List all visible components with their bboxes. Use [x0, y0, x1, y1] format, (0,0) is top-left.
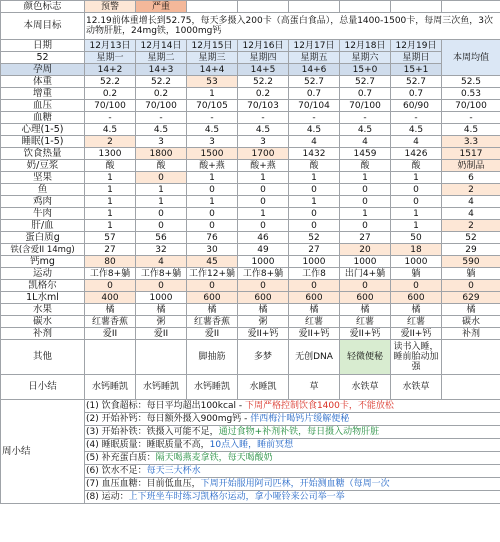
metric-avg: 590: [442, 256, 500, 268]
metric-cell: 0: [289, 220, 340, 232]
metric-avg: 52: [442, 232, 500, 244]
metric-label: 奶/豆浆: [1, 160, 85, 172]
metric-cell: 出门4+躺: [340, 268, 391, 280]
summary-issue: (1) 饮食超标：每日平均超出100kcal -: [86, 400, 245, 411]
metric-cell: 0: [391, 280, 442, 292]
metric-cell: 0: [136, 220, 187, 232]
metric-row: [1, 316, 500, 328]
metric-label: 血糖: [1, 112, 85, 124]
metric-cell: 躺: [391, 268, 442, 280]
daily-row: [1, 375, 500, 400]
metric-cell: 爱II: [136, 328, 187, 340]
metric-avg: 0.53: [442, 88, 500, 100]
metric-cell: -: [136, 112, 187, 124]
metric-cell: 爱II: [85, 328, 136, 340]
metric-cell: 1: [289, 196, 340, 208]
metric-cell: 4: [391, 136, 442, 148]
metric-cell: 30: [187, 244, 238, 256]
date-cell: 12月15日: [187, 40, 238, 52]
metric-cell: 1: [85, 220, 136, 232]
metric-cell: 粥: [238, 316, 289, 328]
metric-avg: 碳水: [442, 316, 500, 328]
metric-cell: 酸+燕: [238, 160, 289, 172]
metric-cell: 70/103: [238, 100, 289, 112]
metric-cell: 52.2: [136, 76, 187, 88]
metric-row: [1, 292, 500, 304]
metric-label: 铁(含爱II 14mg): [1, 244, 85, 256]
gest-cell: 14+4: [187, 64, 238, 76]
metric-cell: 0: [289, 184, 340, 196]
metric-row: [1, 244, 500, 256]
metric-cell: 1: [136, 196, 187, 208]
metric-cell: 0.7: [289, 88, 340, 100]
metric-cell: 0: [340, 196, 391, 208]
metric-cell: 0: [238, 196, 289, 208]
summary-action: 10点入睡，睡前冥想: [209, 439, 294, 450]
metric-cell: 工作8+躺: [238, 268, 289, 280]
metric-cell: 57: [85, 232, 136, 244]
metric-avg: 3.3: [442, 136, 500, 148]
date-cell: 12月13日: [85, 40, 136, 52]
metric-cell: 橘: [289, 304, 340, 316]
metric-cell: 52.7: [340, 76, 391, 88]
date-cell: 12月14日: [136, 40, 187, 52]
metric-cell: 0: [238, 280, 289, 292]
summary-item: [85, 452, 500, 465]
metric-cell: 爱II+钙: [340, 328, 391, 340]
metric-cell: 0: [238, 220, 289, 232]
metric-avg: 奶制品: [442, 160, 500, 172]
metric-label: 碳水: [1, 316, 85, 328]
metric-cell: 600: [238, 292, 289, 304]
metric-cell: 70/105: [187, 100, 238, 112]
gest-cell: 15+0: [340, 64, 391, 76]
date-row: [1, 40, 500, 52]
metric-cell: 酸+燕: [187, 160, 238, 172]
summary-item: [85, 465, 500, 478]
metric-cell: 52.2: [85, 76, 136, 88]
metric-label: 1L水ml: [1, 292, 85, 304]
metric-cell: 1: [289, 172, 340, 184]
metric-cell: -: [391, 112, 442, 124]
metric-row: [1, 328, 500, 340]
summary-item: [85, 426, 500, 439]
metric-row: [1, 220, 500, 232]
metric-row: [1, 160, 500, 172]
metric-cell: 橘: [187, 304, 238, 316]
metric-row: [1, 268, 500, 280]
metric-avg: 躺: [442, 268, 500, 280]
summary-issue: (2) 开始补钙：每日额外摄入900mg钙 -: [86, 413, 251, 424]
other-cell: 多梦: [238, 340, 289, 375]
metric-cell: 0: [289, 208, 340, 220]
metric-cell: 76: [187, 232, 238, 244]
metric-cell: 爱II+钙: [238, 328, 289, 340]
metric-cell: 红薯: [289, 316, 340, 328]
gest-cell: 14+3: [136, 64, 187, 76]
metric-cell: 1: [85, 208, 136, 220]
metric-cell: -: [340, 112, 391, 124]
metric-cell: 0.7: [340, 88, 391, 100]
summary-item: [85, 413, 500, 426]
summary-issue: (3) 开始补铁：铁摄入可能不足，: [86, 426, 219, 437]
metric-cell: 600: [340, 292, 391, 304]
metric-cell: 1: [340, 172, 391, 184]
metric-cell: 70/104: [289, 100, 340, 112]
metric-cell: 27: [289, 244, 340, 256]
daily-cell: 水钙睡凯: [136, 375, 187, 400]
metric-cell: 1: [85, 172, 136, 184]
metric-cell: -: [85, 112, 136, 124]
summary-row: [1, 400, 500, 413]
summary-item: [85, 439, 500, 452]
other-cell: 轻微便秘: [340, 340, 391, 375]
metric-cell: 0.2: [238, 88, 289, 100]
metric-cell: 3: [238, 136, 289, 148]
metric-avg: 52.5: [442, 76, 500, 88]
date-cell: 12月16日: [238, 40, 289, 52]
metric-cell: 45: [187, 256, 238, 268]
metric-row: [1, 100, 500, 112]
metric-cell: 工作8+躺: [85, 268, 136, 280]
metric-cell: 4.5: [85, 124, 136, 136]
metric-cell: 橘: [391, 304, 442, 316]
metric-cell: 4: [340, 136, 391, 148]
metric-row: [1, 124, 500, 136]
metric-label: 增重: [1, 88, 85, 100]
metric-cell: 50: [391, 232, 442, 244]
metric-cell: 1500: [187, 148, 238, 160]
metric-cell: 56: [136, 232, 187, 244]
gest-cell: 14+2: [85, 64, 136, 76]
gestation-row: [1, 64, 500, 76]
metric-label: 鱼: [1, 184, 85, 196]
metric-cell: 1: [136, 184, 187, 196]
daily-cell: 水铁草: [340, 375, 391, 400]
metric-cell: 1000: [391, 256, 442, 268]
metric-cell: 1: [238, 172, 289, 184]
metric-cell: 52.2: [238, 76, 289, 88]
metric-label: 补剂: [1, 328, 85, 340]
weekday-cell: 星期日: [391, 52, 442, 64]
metric-cell: 600: [391, 292, 442, 304]
metric-cell: 52: [289, 232, 340, 244]
metric-label: 凯格尔: [1, 280, 85, 292]
metric-cell: 橘: [340, 304, 391, 316]
summary-action: 通过食物+补剂补铁，每日摄入动物肝脏: [218, 426, 380, 437]
metric-cell: 酸: [136, 160, 187, 172]
metric-cell: 20: [340, 244, 391, 256]
metric-cell: 70/100: [340, 100, 391, 112]
metric-row: [1, 172, 500, 184]
metric-cell: 53: [187, 76, 238, 88]
legend-warn: 预警: [85, 1, 136, 13]
metric-cell: 橘: [238, 304, 289, 316]
metric-avg: 橘: [442, 304, 500, 316]
metric-label: 鸡肉: [1, 196, 85, 208]
metric-row: [1, 280, 500, 292]
weekday-cell: 星期四: [238, 52, 289, 64]
summary-item: [85, 478, 500, 491]
metric-cell: 32: [136, 244, 187, 256]
summary-action: 伴西梅汁喝钙片缓解便秘: [250, 413, 350, 424]
metric-cell: 70/100: [136, 100, 187, 112]
summary-issue: (8) 运动：: [86, 491, 129, 502]
legend-label: 颜色标志: [1, 1, 85, 13]
metric-cell: 400: [85, 292, 136, 304]
other-cell: [85, 340, 136, 375]
weekday-cell: 星期五: [289, 52, 340, 64]
metric-cell: 0: [136, 208, 187, 220]
metric-cell: 0.2: [85, 88, 136, 100]
weekday-cell: 星期二: [136, 52, 187, 64]
date-cell: 12月19日: [391, 40, 442, 52]
metric-cell: -: [238, 112, 289, 124]
metric-avg: 2: [442, 184, 500, 196]
summary-issue: (5) 补充蛋白质：: [86, 452, 156, 463]
metric-cell: 4.5: [391, 124, 442, 136]
legend-severe: 严重: [136, 1, 187, 13]
metric-cell: 1: [391, 220, 442, 232]
metric-cell: 橘: [136, 304, 187, 316]
legend-row: [1, 1, 500, 13]
summary-action: 下周严格控制饮食1400卡，不能放松: [244, 400, 394, 411]
goal-label: 本周目标: [1, 13, 85, 40]
metric-cell: 1: [391, 172, 442, 184]
metric-cell: 0.7: [391, 88, 442, 100]
metric-cell: 600: [289, 292, 340, 304]
metric-avg: 629: [442, 292, 500, 304]
metric-cell: 1426: [391, 148, 442, 160]
metric-cell: 52.7: [391, 76, 442, 88]
metric-cell: 红薯香蕉: [85, 316, 136, 328]
metric-cell: 0: [85, 280, 136, 292]
summary-item: [85, 491, 500, 504]
metric-avg: 4: [442, 196, 500, 208]
daily-cell: 水钙睡凯: [187, 375, 238, 400]
metric-label: 牛肉: [1, 208, 85, 220]
metric-cell: 0: [136, 172, 187, 184]
metric-label: 心理(1-5): [1, 124, 85, 136]
summary-action: 上下班坐车时练习凯格尔运动，拿小哑铃来公司举一举: [128, 491, 345, 502]
weekday-cell: 星期一: [85, 52, 136, 64]
metric-avg: 29: [442, 244, 500, 256]
metric-cell: 1300: [85, 148, 136, 160]
metric-label: 睡眠(1-5): [1, 136, 85, 148]
other-cell: 无创DNA: [289, 340, 340, 375]
metric-cell: 1000: [340, 256, 391, 268]
gest-cell: 15+1: [391, 64, 442, 76]
metric-avg: 6: [442, 172, 500, 184]
metric-row: [1, 148, 500, 160]
metric-cell: 红薯香蕉: [187, 316, 238, 328]
weekday-row: [1, 52, 500, 64]
other-cell: [136, 340, 187, 375]
metric-row: [1, 196, 500, 208]
metric-label: 运动: [1, 268, 85, 280]
summary-issue: (6) 饮水不足：: [86, 465, 147, 476]
metric-avg: 0: [442, 280, 500, 292]
summary-item: [85, 400, 500, 413]
metric-cell: 1000: [289, 256, 340, 268]
metric-cell: 80: [85, 256, 136, 268]
metric-cell: 0: [187, 280, 238, 292]
metric-avg: 2: [442, 220, 500, 232]
other-cell: 脚抽筋: [187, 340, 238, 375]
summary-action: 每天三大杯水: [146, 465, 201, 476]
avg-header: 本周均值: [442, 40, 500, 76]
metric-cell: 橘: [85, 304, 136, 316]
metric-cell: 0: [187, 220, 238, 232]
metric-cell: 红薯: [391, 316, 442, 328]
metric-label: 水果: [1, 304, 85, 316]
metric-cell: 4.5: [238, 124, 289, 136]
metric-row: [1, 256, 500, 268]
summary-issue: (4) 睡眠质量：睡眠质量不高，: [86, 439, 210, 450]
daily-cell: 草: [289, 375, 340, 400]
summary-action: 隔天喝燕麦拿铁，每天喝酸奶: [155, 452, 273, 463]
date-cell: 12月17日: [289, 40, 340, 52]
daily-cell: 水睡凯: [238, 375, 289, 400]
metric-cell: 0: [340, 280, 391, 292]
metric-cell: 4: [136, 256, 187, 268]
metric-avg: 4: [442, 208, 500, 220]
metric-cell: 4.5: [289, 124, 340, 136]
metric-label: 坚果: [1, 172, 85, 184]
metric-cell: 1: [187, 172, 238, 184]
metric-cell: 1: [187, 196, 238, 208]
metric-cell: 工作12+躺: [187, 268, 238, 280]
metric-cell: 1: [391, 208, 442, 220]
metric-cell: 4.5: [187, 124, 238, 136]
metric-cell: 1: [340, 208, 391, 220]
metric-cell: 0: [289, 280, 340, 292]
other-label: 其他: [1, 340, 85, 375]
metric-label: 血压: [1, 100, 85, 112]
metric-avg: 1517: [442, 148, 500, 160]
metric-cell: 52.7: [289, 76, 340, 88]
metric-cell: 60/90: [391, 100, 442, 112]
metric-cell: 工作8: [289, 268, 340, 280]
metric-cell: 粥: [136, 316, 187, 328]
metric-cell: 爱II: [187, 328, 238, 340]
metric-cell: 4: [289, 136, 340, 148]
metric-cell: 0.2: [136, 88, 187, 100]
date-label: 日期: [1, 40, 85, 52]
metric-cell: 0: [340, 220, 391, 232]
other-row: [1, 340, 500, 375]
metric-cell: 3: [187, 136, 238, 148]
metric-cell: 酸: [391, 160, 442, 172]
metric-row: [1, 232, 500, 244]
metric-avg: -: [442, 112, 500, 124]
metric-avg: 70/100: [442, 100, 500, 112]
metric-cell: 46: [238, 232, 289, 244]
metric-cell: 0: [187, 184, 238, 196]
daily-cell: 水钙睡凯: [85, 375, 136, 400]
metric-cell: 0: [391, 196, 442, 208]
metric-row: [1, 136, 500, 148]
metric-cell: 酸: [340, 160, 391, 172]
metric-label: 钙mg: [1, 256, 85, 268]
other-cell: 读书入睡，睡前胎动加强: [391, 340, 442, 375]
metric-cell: -: [289, 112, 340, 124]
metric-cell: 70/100: [85, 100, 136, 112]
metric-cell: 1459: [340, 148, 391, 160]
metric-cell: 0: [238, 184, 289, 196]
metric-cell: 爱II+钙: [289, 328, 340, 340]
metric-row: [1, 184, 500, 196]
metric-cell: 1432: [289, 148, 340, 160]
goal-text: 12.19前体重增长到52.75，每天多摄入200卡（高蛋白食品），总量1400-1500卡，每周三次鱼，3次动物肝脏，24mg铁，1000mg钙: [85, 13, 500, 40]
metric-cell: 1: [238, 208, 289, 220]
metric-cell: 爱II+钙: [391, 328, 442, 340]
metric-cell: 18: [391, 244, 442, 256]
metric-cell: 工作8+躺: [136, 268, 187, 280]
daily-cell: 水铁草: [391, 375, 442, 400]
metric-cell: 酸: [289, 160, 340, 172]
metric-cell: 1: [85, 184, 136, 196]
week-number: 52: [1, 52, 85, 64]
metric-row: [1, 304, 500, 316]
metric-cell: 0: [187, 208, 238, 220]
metric-cell: 27: [85, 244, 136, 256]
goal-row: [1, 13, 500, 40]
metric-cell: 600: [187, 292, 238, 304]
gest-label: 孕周: [1, 64, 85, 76]
metric-cell: 4.5: [136, 124, 187, 136]
metric-cell: 0: [340, 184, 391, 196]
gest-cell: 14+6: [289, 64, 340, 76]
weekday-cell: 星期三: [187, 52, 238, 64]
summary-label: 周小结: [1, 400, 85, 504]
summary-action: 下周开始服用阿司匹林，开始测血糖（每周一次: [200, 478, 390, 489]
date-cell: 12月18日: [340, 40, 391, 52]
metric-cell: 酸: [85, 160, 136, 172]
metric-row: [1, 208, 500, 220]
metric-cell: 红薯: [340, 316, 391, 328]
daily-label: 日小结: [1, 375, 85, 400]
metric-label: 蛋白质g: [1, 232, 85, 244]
metric-label: 体重: [1, 76, 85, 88]
metric-cell: 1000: [238, 256, 289, 268]
gest-cell: 14+5: [238, 64, 289, 76]
metric-cell: 49: [238, 244, 289, 256]
metric-label: 饮食热量: [1, 148, 85, 160]
metric-cell: 1: [187, 88, 238, 100]
metric-cell: 27: [340, 232, 391, 244]
metric-label: 肝/血: [1, 220, 85, 232]
summary-issue: (7) 血压血糖：目前低血压，: [86, 478, 201, 489]
metric-cell: 4.5: [340, 124, 391, 136]
weekday-cell: 星期六: [340, 52, 391, 64]
metric-cell: 2: [85, 136, 136, 148]
metric-cell: 1: [85, 196, 136, 208]
metric-row: [1, 76, 500, 88]
metric-row: [1, 88, 500, 100]
metric-cell: 1000: [136, 292, 187, 304]
metric-cell: -: [187, 112, 238, 124]
metric-avg: 4.5: [442, 124, 500, 136]
metric-cell: 3: [136, 136, 187, 148]
metric-row: [1, 112, 500, 124]
metric-cell: 0: [136, 280, 187, 292]
metric-cell: 0: [391, 184, 442, 196]
metric-avg: 补剂: [442, 328, 500, 340]
metric-cell: 1800: [136, 148, 187, 160]
metric-cell: 1700: [238, 148, 289, 160]
